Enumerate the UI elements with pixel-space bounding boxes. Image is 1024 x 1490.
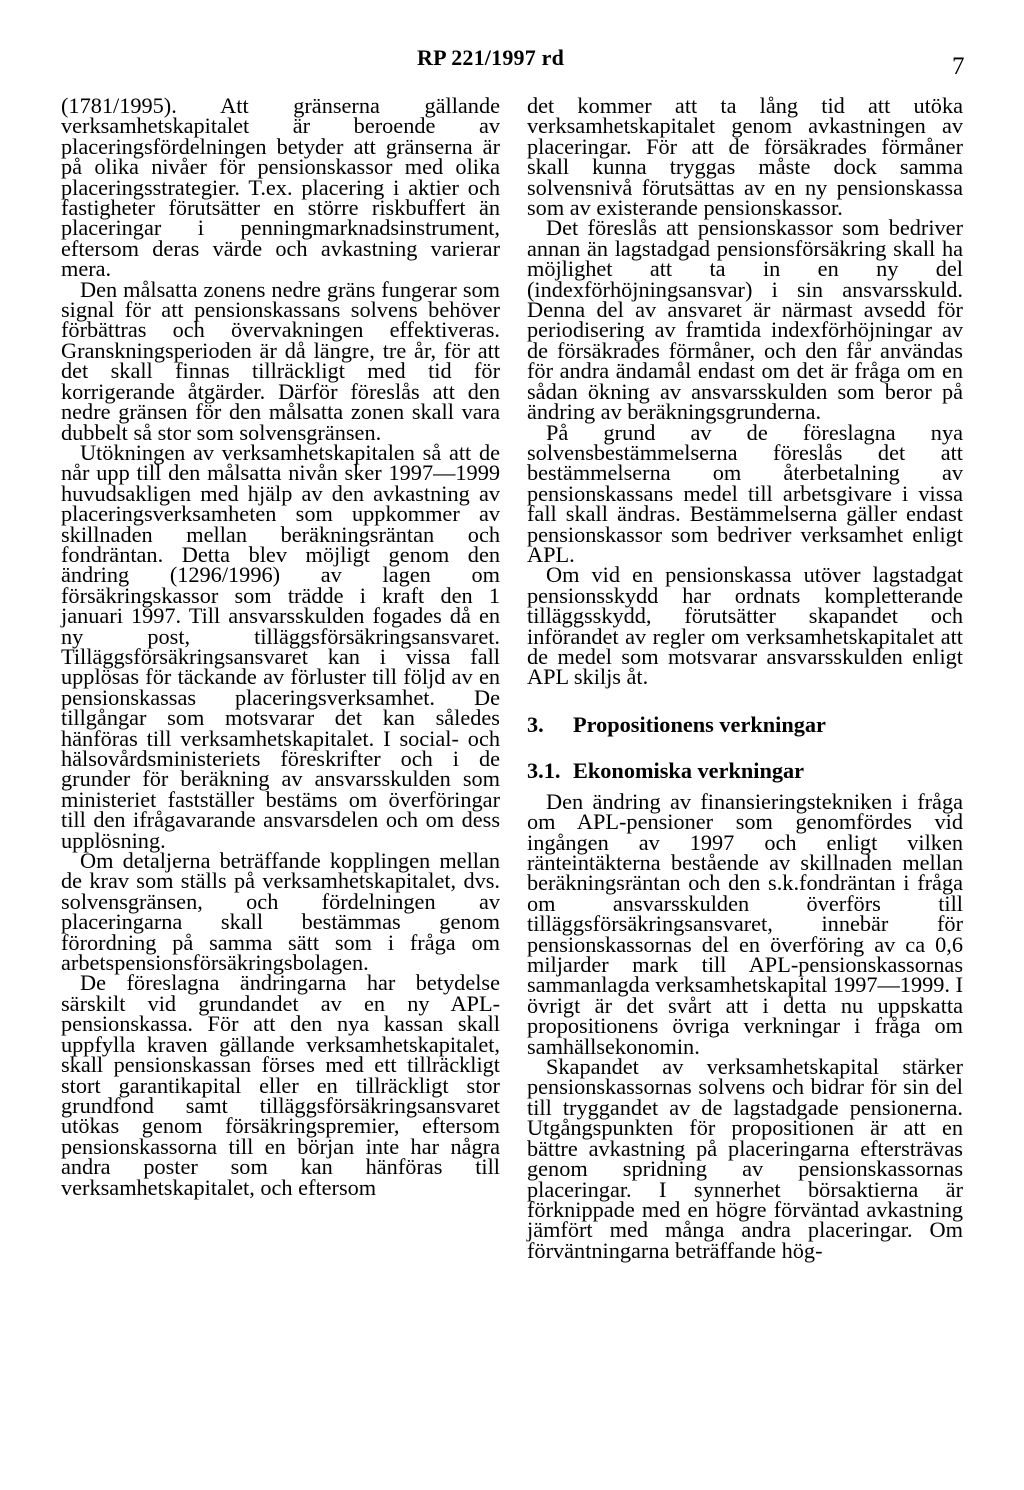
left-paragraph-1: (1781/1995). Att gränserna gällande verksamhetskapitalet är beroende av placeringsfördelningen betyder att gränserna är på olika nivåer för pensionskassor med olika placeringsstrategier. T.ex. placering i aktier och fastigheter förutsätter en större riskbuffert än placeringar i penningmarknadsinstrument, eftersom deras värde och avkastning varierar mera. [61, 93, 500, 282]
right-column [527, 93, 963, 1263]
right-paragraph-4: Om vid en pensionskassa utöver lagstadgat pensionsskydd har ordnats kompletterande tilläggsskydd, förutsätter skapandet och införandet av regler om verksamhetskapitalet att de medel som motsvarar ansvarsskulden enligt APL skiljs åt. [527, 562, 963, 690]
right-paragraph-2: Det föreslås att pensionskassor som bedriver annan än lagstadgad pensionsförsäkring skall ha möjlighet att ta in en ny del (indexförhöjningsansvar) i sin ansvarsskuld. Denna del av ansvaret är närmast avsedd för periodisering av framtida indexförhöjningar av de försäkrades förmåner, och den får användas för andra ändamål endast om det är fråga om en sådan ökning av ansvarsskulden som beror på ändring av beräkningsgrunderna. [527, 215, 963, 425]
right-paragraph-1: det kommer att ta lång tid att utöka verksamhetskapitalet genom avkastningen av placeringar. För att de försäkrades förmåner skall kunna tryggas måste dock samma solvensnivå förutsättas av en ny pensionskassa som av existerande pensionskassor. [527, 93, 963, 221]
subsection-number: 3.1. [527, 757, 561, 783]
left-column [61, 93, 500, 1200]
right-paragraph-5: Den ändring av finansieringstekniken i fråga om APL-pensioner som genomfördes vid ingången av 1997 och enligt vilken ränteintäkterna bestående av skillnaden mellan beräkningsräntan och den s.k.fondräntan i fråga om ansvarsskulden överförs till tilläggsförsäkringsansvaret, innebär för pensionskassornas del en överföring av ca 0,6 miljarder mark till APL-pensionskassornas sammanlagda verksamhetskapital 1997—1999. I övrigt är det svårt att i detta nu uppskatta propositionens övriga verkningar i fråga om samhällsekonomin. [527, 788, 963, 1059]
subsection-title: Ekonomiska verkningar [573, 757, 805, 783]
right-paragraph-3: På grund av de föreslagna nya solvensbestämmelserna föreslås det att bestämmelserna om återbetalning av pensionskassans medel till arbetsgivare i vissa fall skall ändras. Bestämmelserna gäller endast pensionskassor som bedriver verksamhet enligt APL. [527, 419, 963, 567]
section-number: 3. [527, 711, 544, 737]
section-title: Propositionens verkningar [573, 711, 826, 737]
page-number: 7 [952, 53, 965, 80]
left-paragraph-3: Utökningen av verksamhetskapitalen så att de når upp till den målsatta nivån sker 1997—1999 huvudsakligen med hjälp av den avkastning av placeringsverksamheten som uppkommer av skillnaden mellan beräkningsräntan och fondräntan. Detta blev möjligt genom den ändring (1296/1996) av lagen om försäkringskassor som trädde i kraft den 1 januari 1997. Till ansvarsskulden fogades då en ny post, tilläggsförsäkringsansvaret. Tilläggsförsäkringsansvaret kan i vissa fall upplösas för täckande av förluster till följd av en pensionskassas placeringsverksamhet. De tillgångar som motsvarar det kan således hänföras till verksamhetskapitalet. I social- och hälsovårdsministeriets föreskrifter och i de grunder för beräkning av ansvarsskulden som ministeriet fastställer bestäms om överföringar till den ifrågavarande ansvarsdelen och om dess upplösning. [61, 439, 500, 853]
subsection-heading-3-1 [527, 757, 963, 783]
document-reference: RP 221/1997 rd [417, 45, 565, 70]
left-paragraph-2: Den målsatta zonens nedre gräns fungerar som signal för att pensionskassans solvens behöver förbättras och övervakningen effektiveras. Granskningsperioden är då längre, tre år, för att det skall finnas tillräckligt med tid för korrigerande åtgärder. Därför föreslås att den nedre gränsen för den målsatta zonen skall vara dubbelt så stor som solvensgränsen. [61, 276, 500, 445]
section-heading-3 [527, 711, 963, 737]
left-paragraph-4: Om detaljerna beträffande kopplingen mellan de krav som ställs på verksamhetskapitalet, dvs. solvensgränsen, och fördelningen av placeringarna skall bestämmas genom förordning på samma sätt som i fråga om arbetspensionsförsäkringsbolagen. [61, 848, 500, 976]
left-paragraph-5: De föreslagna ändringarna har betydelse särskilt vid grundandet av en ny APL-pensionskassa. För att den nya kassan skall uppfylla kraven gällande verksamhetskapitalet, skall pensionskassan förses med ett tillräckligt stort garantikapital eller en tillräckligt stor grundfond samt tilläggsförsäkringsansvaret utökas genom försäkringspremier, eftersom pensionskassorna till en början inte har några andra poster som kan hänföras till verksamhetskapitalet, och eftersom [61, 970, 500, 1200]
page-header [0, 45, 1024, 85]
right-paragraph-6: Skapandet av verksamhetskapital stärker pensionskassornas solvens och bidrar för sin del till tryggandet av de lagstadgade pensionerna. Utgångspunkten för propositionen är att en bättre avkastning på placeringarna eftersträvas genom spridning av pensionskassornas placeringar. I synnerhet börsaktierna är förknippade med en högre förväntad avkastning jämfört med många andra placeringar. Om förväntningarna beträffande hög- [527, 1054, 963, 1263]
